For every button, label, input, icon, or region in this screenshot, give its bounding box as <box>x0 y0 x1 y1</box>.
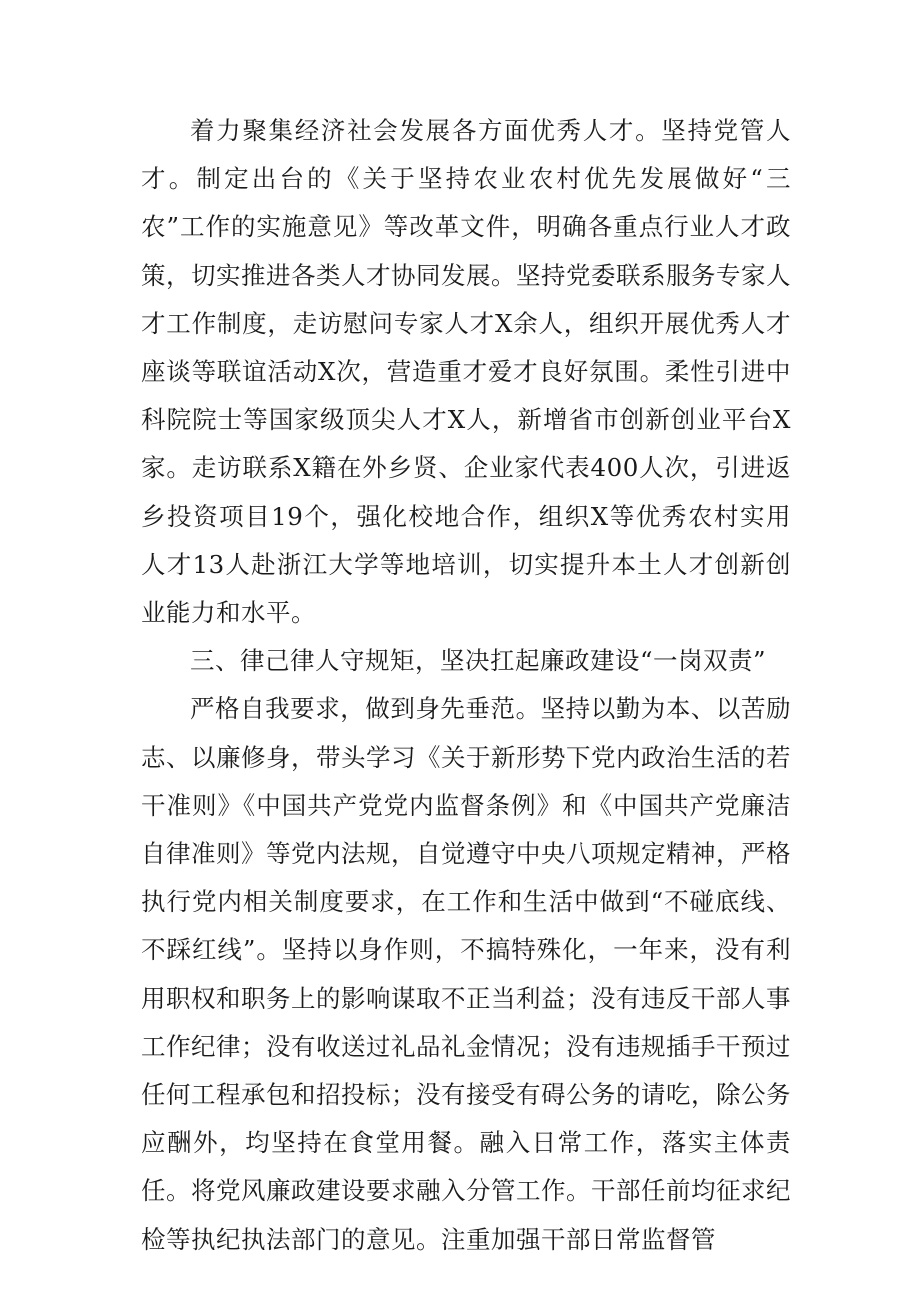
document-body <box>141 107 791 1264</box>
paragraph-talent: 着力聚集经济社会发展各方面优秀人才。坚持党管人才。制定出台的《关于坚持农业农村优先发展做好“三农”工作的实施意见》等改革文件，明确各重点行业人才政策，切实推进各类人才协同发展。坚持党委联系服务专家人才工作制度，走访慰问专家人才X余人，组织开展优秀人才座谈等联谊活动X次，营造重才爱才良好氛围。柔性引进中科院院士等国家级顶尖人才X人，新增省市创新创业平台X家。走访联系X籍在外乡贤、企业家代表400人次，引进返乡投资项目19个，强化校地合作，组织X等优秀农村实用人才13人赴浙江大学等地培训，切实提升本土人才创新创业能力和水平。 <box>141 116 791 628</box>
paragraph-self-discipline: 严格自我要求，做到身先垂范。坚持以勤为本、以苦励志、以廉修身，带头学习《关于新形势下党内政治生活的若干准则》《中国共产党党内监督条例》和《中国共产党廉洁自律准则》等党内法规，自觉遵守中央八项规定精神，严格执行党内相关制度要求，在工作和生活中做到“不碰底线、不踩红线”。坚持以身作则，不搞特殊化，一年来，没有利用职权和职务上的影响谋取不正当利益；没有违反干部人事工作纪律；没有收送过礼品礼金情况；没有违规插手干预过任何工程承包和招投标；没有接受有碍公务的请吃，除公务应酬外，均坚持在食堂用餐。融入日常工作，落实主体责任。将党风廉政建设要求融入分管工作。干部任前均征求纪检等执纪执法部门的意见。注重加强干部日常监督管 <box>141 694 791 1254</box>
section-heading: 三、律己律人守规矩，坚决扛起廉政建设“一岗双责” <box>190 646 767 676</box>
